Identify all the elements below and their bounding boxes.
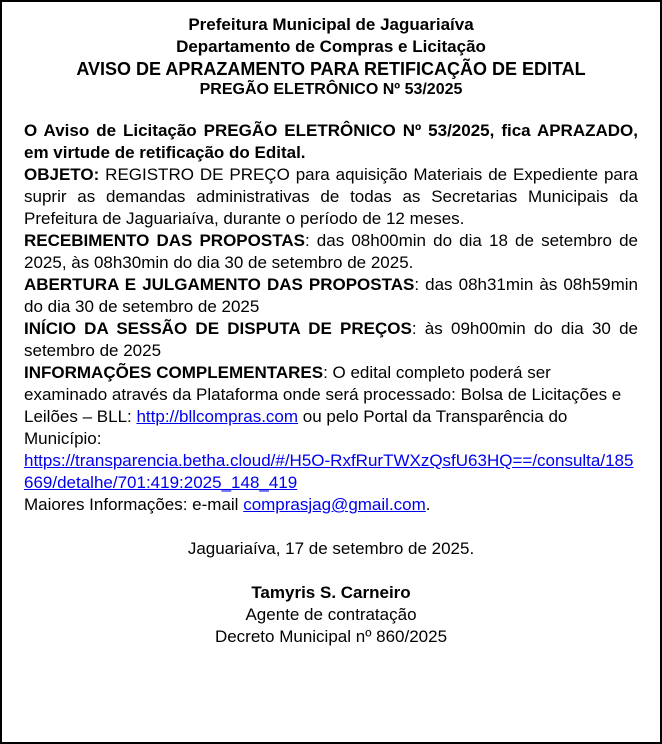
recebimento-text: : das 08h00min do dia 18 de setembro de 2025, às 08h30min do dia 30 de setembro de 2025. — [24, 231, 638, 272]
inicio-paragraph — [24, 318, 638, 362]
objeto-label: OBJETO: — [24, 165, 100, 184]
recebimento-label: RECEBIMENTO DAS PROPOSTAS — [24, 231, 305, 250]
recebimento-paragraph — [24, 230, 638, 274]
date-line: Jaguariaíva, 17 de setembro de 2025. — [187, 539, 475, 558]
objeto-paragraph — [24, 164, 638, 230]
header-prefeitura: Prefeitura Municipal de Jaguariaíva — [188, 15, 474, 34]
info-text-1: : O edital completo poderá ser examinado através da Plataforma onde será processado: Bolsa de Licitações e Leilões – BLL: — [24, 363, 622, 426]
abertura-paragraph — [24, 274, 638, 318]
spacer — [24, 100, 638, 120]
bll-link[interactable]: http://bllcompras.com — [136, 407, 299, 426]
info-label: INFORMAÇÕES COMPLEMENTARES — [24, 363, 324, 382]
header-pregao-number: PREGÃO ELETRÔNICO Nº 53/2025 — [199, 81, 463, 98]
info-paragraph — [24, 362, 638, 516]
maiores-end: . — [425, 495, 431, 514]
header-aviso-title: AVISO DE APRAZAMENTO PARA RETIFICAÇÃO DE EDITAL — [76, 59, 586, 79]
spacer — [24, 560, 638, 582]
header-departamento: Departamento de Compras e Licitação — [176, 37, 486, 56]
maiores-text: Maiores Informações: e-mail — [24, 495, 244, 514]
inicio-text: : às 09h00min do dia 30 de setembro de 2025 — [24, 319, 638, 360]
info-text-2: ou pelo Portal da Transparência do Município: — [24, 407, 568, 448]
inicio-label: INÍCIO DA SESSÃO DE DISPUTA DE PREÇOS — [24, 319, 412, 338]
transparencia-link[interactable]: https://transparencia.betha.cloud/#/H5O-RxfRurTWXzQsfU63HQ==/consulta/185669/detalhe/701:419:2025_148_419 — [24, 451, 634, 492]
abertura-text: : das 08h31min às 08h59min do dia 30 de setembro de 2025 — [24, 275, 638, 316]
lead-paragraph: O Aviso de Licitação PREGÃO ELETRÔNICO Nº 53/2025, fica APRAZADO, em virtude de retificação do Edital. — [24, 121, 638, 162]
spacer — [24, 516, 638, 538]
objeto-text: REGISTRO DE PREÇO para aquisição Materiais de Expediente para suprir as demandas administrativas de todas as Secretarias Municipais da Prefeitura de Jaguariaíva, durante o período de 12 meses. — [24, 165, 638, 228]
email-link[interactable]: comprasjag@gmail.com — [243, 495, 426, 514]
signer-decree: Decreto Municipal nº 860/2025 — [214, 627, 448, 646]
abertura-label: ABERTURA E JULGAMENTO DAS PROPOSTAS — [24, 275, 415, 294]
signer-role: Agente de contratação — [245, 605, 417, 624]
signer-name: Tamyris S. Carneiro — [251, 583, 411, 602]
